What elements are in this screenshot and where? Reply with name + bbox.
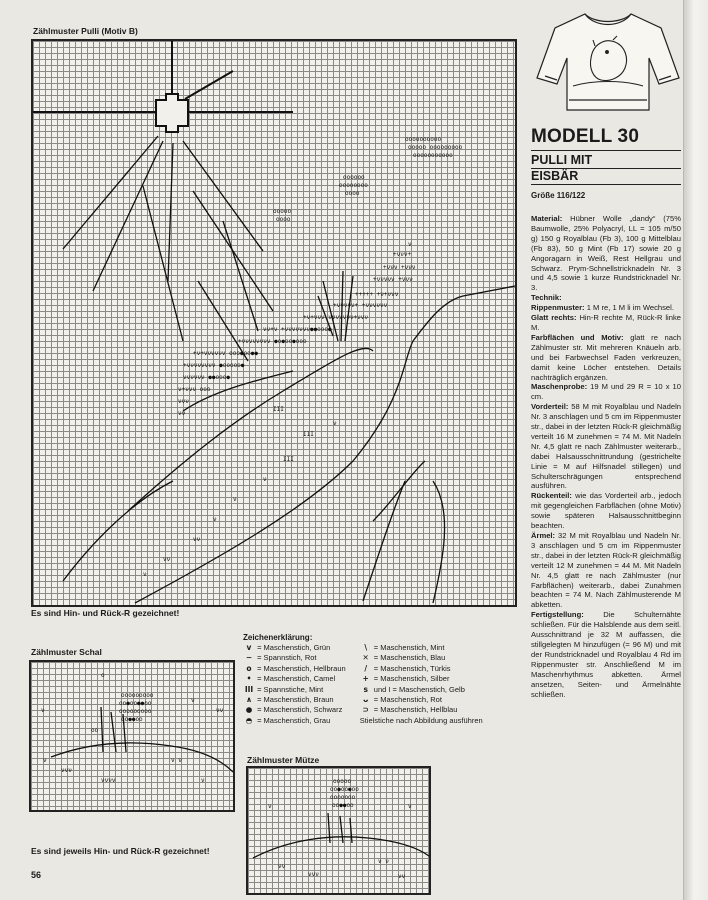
legend-item: ᴗ = Maschenstich, Rot xyxy=(363,695,442,705)
page-number: 56 xyxy=(31,870,42,880)
svg-text:+ν+ννν ννννννν+ννν: +ν+ννν ννννννν+ννν xyxy=(303,314,369,321)
svg-text:ν: ν xyxy=(43,757,47,764)
paragraph-glatt-rechts: Glatt rechts: Hin-R rechte M, Rück-R linke M. xyxy=(531,313,681,332)
sun-icon xyxy=(156,94,188,132)
svg-text:ooooooooo: ooooooooo xyxy=(121,692,154,699)
svg-text:+ννν +ννν: +ννν +ννν xyxy=(383,264,416,271)
hat-chart-motif xyxy=(248,768,429,893)
svg-text:νν: νν xyxy=(178,410,186,417)
svg-text:ν: ν xyxy=(408,241,412,248)
svg-text:νννννν ●●ooo●: νννννν ●●ooo● xyxy=(183,374,230,381)
paragraph-farbflaechen: Farbflächen und Motiv: glatt re nach Zählmuster str. Mit mehreren Knäueln arb. und bei Farbwechsel Faden verkreuzen, damit keine Löcher entstehen. Details nachträglich ergänzen. xyxy=(531,332,681,382)
legend-item: \ = Maschenstich, Mint xyxy=(364,643,445,652)
scarf-chart-caption: Zählmuster Schal xyxy=(31,647,102,657)
svg-text:oo●●oo: oo●●oo xyxy=(332,802,354,809)
svg-text:ν+ννν ooo: ν+ννν ooo xyxy=(178,386,211,393)
svg-text:ooooo: ooooo xyxy=(333,778,352,785)
legend-column-right xyxy=(360,643,483,726)
hat-chart-grid xyxy=(246,766,431,895)
svg-text:ooooooooo: ooooooooo xyxy=(119,708,152,715)
svg-text:ν: ν xyxy=(268,803,272,810)
svg-text:ννν: ννν xyxy=(178,398,189,405)
paragraph-maschenprobe: Maschenprobe: 19 M und 29 R = 10 x 10 cm. xyxy=(531,382,681,402)
main-chart-note: Es sind Hin- und Rück-R gezeichnet! xyxy=(31,608,180,618)
svg-text:νν: νν xyxy=(163,556,171,563)
paragraph-rueckenteil: Rückenteil: wie das Vorderteil arb., jedoch mit gegengleichen Farbflächen (ohne Motiv) sowie späteren Halsausschnittbeginn beachten. xyxy=(531,491,681,531)
legend-item: III = Spannstiche, Mint xyxy=(244,684,324,694)
svg-text:ν: ν xyxy=(233,496,237,503)
svg-text:oooo: oooo xyxy=(345,190,360,197)
svg-text:oooooooo: oooooooo xyxy=(339,182,368,189)
legend xyxy=(243,633,513,726)
svg-text:νν: νν xyxy=(278,863,286,870)
svg-text:ν: ν xyxy=(201,777,205,784)
legend-column-left xyxy=(243,643,346,726)
legend-item: s und I = Maschenstich, Gelb xyxy=(363,684,465,694)
svg-text:+ννννν +ννν: +ννννν +ννν xyxy=(373,276,413,283)
svg-text:oo: oo xyxy=(91,727,99,734)
svg-text:ν ν: ν ν xyxy=(171,757,182,764)
article xyxy=(531,126,681,699)
svg-text:+ννν+: +ννν+ xyxy=(393,251,412,258)
legend-item: ✕ = Maschenstich, Blau xyxy=(362,653,446,663)
svg-text:ν ν: ν ν xyxy=(378,858,389,865)
svg-text:νννν: νννν xyxy=(101,777,116,784)
svg-text:ooooo ooooooooo: ooooo ooooooooo xyxy=(408,144,463,151)
main-chart-caption: Zählmuster Pulli (Motiv B) xyxy=(33,26,138,36)
svg-text:ν: ν xyxy=(41,707,45,714)
chart-stitch-symbols xyxy=(143,136,463,578)
legend-item: ⊃ = Maschenstich, Hellblau xyxy=(362,705,458,715)
bottom-note: Es sind jeweils Hin- und Rück-R gezeichnet! xyxy=(31,846,210,856)
svg-text:oo●oo●oo: oo●oo●oo xyxy=(330,786,359,793)
svg-text:ν: ν xyxy=(143,571,147,578)
svg-text:+νννννννν ●o●oo●ooo: +νννννννν ●o●oo●ooo xyxy=(238,338,307,345)
svg-text:ννν: ννν xyxy=(308,871,319,878)
sweater-sketch xyxy=(533,6,683,121)
svg-text:ooooo: ooooo xyxy=(273,208,292,215)
legend-footer: Stielstiche nach Abbildung ausführen xyxy=(359,715,483,725)
svg-text:+ννννν+ +νννννν: +ννννν+ +νννννν xyxy=(333,302,388,309)
legend-title: Zeichenerklärung: xyxy=(243,633,313,642)
article-title: MODELL 30 xyxy=(531,126,640,147)
svg-text:+νννννννν ●ooooo●: +νννννννν ●ooooo● xyxy=(183,362,245,369)
adjacent-page-edge xyxy=(683,0,708,900)
svg-text:νν: νν xyxy=(216,707,224,714)
article-body xyxy=(531,214,681,699)
svg-text:oooo: oooo xyxy=(276,216,291,223)
legend-item: • = Maschenstich, Camel xyxy=(246,674,336,684)
svg-text:oo●●oo: oo●●oo xyxy=(121,716,143,723)
svg-text:oooooooooo: oooooooooo xyxy=(405,136,442,143)
svg-text:νν: νν xyxy=(398,873,406,880)
article-subtitle-1: PULLI MIT xyxy=(531,153,593,167)
legend-item: v = Maschenstich, Grün xyxy=(246,643,331,652)
legend-item: ∧ = Maschenstich, Braun xyxy=(245,695,334,705)
svg-text:o: o xyxy=(101,672,105,679)
svg-text:III: III xyxy=(303,431,314,438)
svg-text:ννν: ννν xyxy=(61,767,72,774)
legend-item: ● = Maschenstich, Schwarz xyxy=(245,705,343,715)
legend-item: − = Spannstich, Rot xyxy=(245,653,317,663)
hat-chart-caption: Zählmuster Mütze xyxy=(247,755,320,765)
legend-item: + = Maschenstich, Silber xyxy=(362,674,450,684)
svg-text:ν: ν xyxy=(191,697,195,704)
svg-text:νν+ν +ννννννν●●ooo●: νν+ν +ννννννν●●ooo● xyxy=(263,326,332,333)
svg-text:ooooooo: ooooooo xyxy=(330,794,356,801)
scarf-chart-motif xyxy=(31,662,233,810)
svg-text:+++++ +ν+ννν: +++++ +ν+ννν xyxy=(355,291,399,298)
svg-text:+ν+νννννν ooo●oo●●: +ν+νννννν ooo●oo●● xyxy=(193,350,259,357)
paragraph-aermel: Ärmel: 32 M mit Royalblau und Nadeln Nr. 3 anschlagen und 5 cm im Rippenmuster str., dabei in der letzten Rück-R gleichmäßig verteilt 12 M zunehmen = 44 M. Mit Nadeln Nr. 4,5 glatt re nach Zählmuster (nur Farbflächen) weiterarb., dabei Zunahmen beachten = 74 M. Nach Zählmusterende M abketten. xyxy=(531,531,681,610)
paragraph-vorderteil: Vorderteil: 58 M mit Royalblau und Nadeln Nr. 3 anschlagen und 5 cm im Rippenmuster str., dabei in der letzten Rück-R gleichmäßig verteilt 16 M zunehmen = 74 M. Mit Nadeln Nr. 4,5 glatt re nach Zählmuster weiterarb., dabei Halsausschnittrundung (gestrichelte Linie = M auf Hilfsnadel stillegen) und Schulterschrägungen entsprechend ausführen. xyxy=(531,402,681,491)
paragraph-technik: Technik: xyxy=(531,293,562,303)
svg-text:ν: ν xyxy=(263,476,267,483)
main-chart-grid xyxy=(31,39,517,607)
svg-text:ν: ν xyxy=(213,516,217,523)
paragraph-fertigstellung: Fertigstellung: Die Schulternähte schließen. Für die Halsblende aus dem seitl. Ausschnittrand je 32 M auffassen, die stillgelegten M hinzufügen (= 96 M) und mit der Rundstricknadel und Royalblau 4 Rd im Rippenmuster str. Anschließend M im Maschenrhythmus abketten. Ärmel ansetzen, Seiten- und Ärmelnähte schließen. xyxy=(531,610,681,699)
svg-text:oooooo: oooooo xyxy=(343,174,365,181)
paragraph-material: Material: Hübner Wolle „dandy“ (75% Baumwolle, 25% Polyacryl, LL = 105 m/50 g) 150 g Royalblau (Fb 3), 100 g Mittelblau (Fb 83), 50 g Mint (Fb 17) sowie 20 g Angoragarn in Weiß, Rest Hellgrau und Schwarz. Prym-Schnellstricknadeln Nr. 3 und 4,5 sowie 1 kurze Rundstricknadel Nr. 3. xyxy=(531,214,681,293)
svg-text:ooooooooooo: ooooooooooo xyxy=(413,152,453,159)
legend-item: ◓ = Maschenstich, Grau xyxy=(245,715,331,725)
size-label: Größe 116/122 xyxy=(531,191,586,200)
svg-text:ν: ν xyxy=(333,420,337,427)
article-subtitle-2: EISBÄR xyxy=(531,169,579,183)
svg-text:νν: νν xyxy=(193,536,201,543)
paragraph-rippenmuster: Rippenmuster: 1 M re, 1 M li im Wechsel. xyxy=(531,303,674,313)
main-chart-motif xyxy=(33,41,515,605)
scarf-chart-grid xyxy=(29,660,235,812)
svg-text:ν: ν xyxy=(408,803,412,810)
svg-text:III: III xyxy=(273,406,284,413)
legend-item: / = Maschenstich, Türkis xyxy=(364,663,451,673)
legend-item: o = Maschenstich, Hellbraun xyxy=(246,663,346,673)
svg-text:oo●oo●●oo: oo●oo●●oo xyxy=(119,700,152,707)
svg-text:III: III xyxy=(283,456,294,463)
